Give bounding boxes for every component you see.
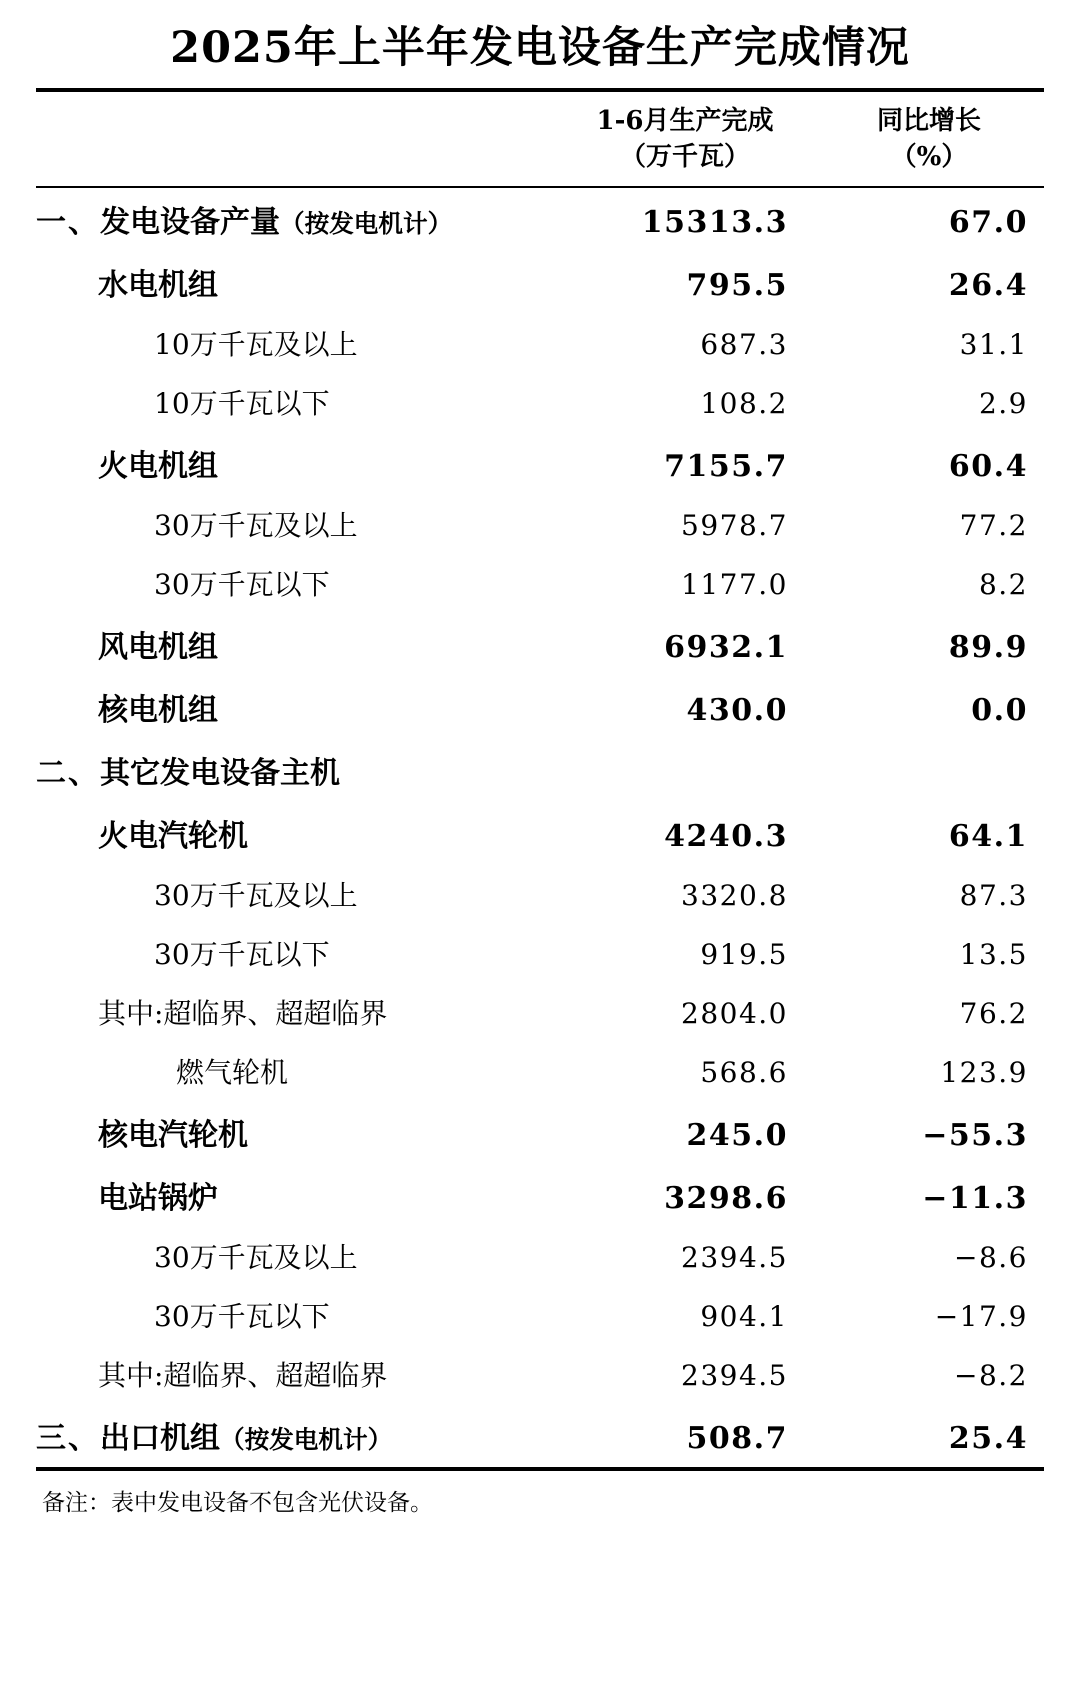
table-header xyxy=(36,92,1044,186)
table-row xyxy=(36,802,1044,865)
row-label xyxy=(36,1101,556,1164)
page-title: 2025年上半年发电设备生产完成情况 xyxy=(170,23,910,73)
header-growth-line1: 同比增长 xyxy=(876,105,981,136)
row-label-text: 30万千瓦及以上 xyxy=(154,509,358,542)
row-value xyxy=(556,739,814,802)
row-value: 1177.0 xyxy=(681,568,788,601)
row-number: 一、 xyxy=(36,205,100,240)
row-growth xyxy=(814,739,1044,802)
row-growth: −8.2 xyxy=(954,1359,1028,1392)
row-label-text: 30万千瓦及以上 xyxy=(154,1241,358,1274)
row-label xyxy=(36,554,556,613)
row-label-text: 30万千瓦以下 xyxy=(154,568,330,601)
row-growth: 31.1 xyxy=(959,328,1028,361)
row-value: 108.2 xyxy=(700,387,788,420)
header-growth-line2: （%） xyxy=(890,141,968,172)
row-value: 15313.3 xyxy=(641,205,788,240)
row-value: 3298.6 xyxy=(664,1181,788,1216)
row-label-text: 风电机组 xyxy=(98,630,218,665)
header-value-column xyxy=(556,92,814,186)
row-growth: 13.5 xyxy=(959,938,1028,971)
row-label xyxy=(36,1286,556,1345)
row-value: 687.3 xyxy=(700,328,788,361)
row-growth: −11.3 xyxy=(922,1181,1028,1216)
row-label-text: 30万千瓦及以上 xyxy=(154,879,358,912)
table-row xyxy=(36,613,1044,676)
header-value-line1: 1-6月生产完成 xyxy=(596,105,774,136)
row-number: 二、 xyxy=(36,756,100,791)
row-label xyxy=(36,1404,556,1467)
row-growth: −17.9 xyxy=(934,1300,1028,1333)
production-table-body xyxy=(36,188,1044,1467)
table-row xyxy=(36,1345,1044,1404)
row-value: 2394.5 xyxy=(681,1241,788,1274)
row-value: 2394.5 xyxy=(681,1359,788,1392)
row-label xyxy=(36,983,556,1042)
table-header-row xyxy=(36,92,1044,186)
row-growth: 25.4 xyxy=(948,1421,1028,1456)
row-value: 6932.1 xyxy=(664,630,788,665)
row-label-text: 发电设备产量 xyxy=(100,205,280,240)
row-growth: 64.1 xyxy=(948,819,1028,854)
row-label-text: 其中:超临界、超超临界 xyxy=(98,997,388,1030)
row-label xyxy=(36,924,556,983)
table-row xyxy=(36,251,1044,314)
row-growth: 0.0 xyxy=(971,693,1028,728)
row-growth: 123.9 xyxy=(940,1056,1028,1089)
row-growth: −8.6 xyxy=(954,1241,1028,1274)
row-label xyxy=(36,432,556,495)
row-label-text: 其中:超临界、超超临界 xyxy=(98,1359,388,1392)
row-value: 919.5 xyxy=(700,938,788,971)
table-row xyxy=(36,495,1044,554)
row-label-text: 其它发电设备主机 xyxy=(100,756,340,791)
table-row xyxy=(36,924,1044,983)
row-value: 245.0 xyxy=(686,1118,788,1153)
row-value: 904.1 xyxy=(700,1300,788,1333)
production-table xyxy=(36,92,1044,186)
row-label-text: 30万千瓦以下 xyxy=(154,938,330,971)
row-label xyxy=(36,613,556,676)
table-row xyxy=(36,373,1044,432)
row-label-text: 核电汽轮机 xyxy=(98,1118,248,1153)
row-growth: 89.9 xyxy=(948,630,1028,665)
row-label-text: 10万千瓦及以上 xyxy=(154,328,358,361)
row-value: 430.0 xyxy=(686,693,788,728)
row-value: 4240.3 xyxy=(664,819,788,854)
row-value: 3320.8 xyxy=(681,879,788,912)
row-label xyxy=(36,802,556,865)
row-label xyxy=(36,1042,556,1101)
row-label xyxy=(36,1164,556,1227)
row-label-text: 30万千瓦以下 xyxy=(154,1300,330,1333)
row-label xyxy=(36,188,556,251)
row-label-suffix: （按发电机计） xyxy=(280,209,453,238)
table-row xyxy=(36,1286,1044,1345)
row-label-text: 核电机组 xyxy=(98,693,218,728)
row-label xyxy=(36,865,556,924)
row-value: 508.7 xyxy=(686,1421,788,1456)
header-growth-column xyxy=(814,92,1044,186)
row-growth: 77.2 xyxy=(959,509,1028,542)
table-row xyxy=(36,983,1044,1042)
row-value: 7155.7 xyxy=(664,449,788,484)
row-label-suffix: （按发电机计） xyxy=(220,1425,393,1454)
table-row xyxy=(36,739,1044,802)
table-row xyxy=(36,1404,1044,1467)
table-row xyxy=(36,432,1044,495)
table-row xyxy=(36,554,1044,613)
row-label-text: 火电汽轮机 xyxy=(98,819,248,854)
table-row xyxy=(36,676,1044,739)
row-value: 795.5 xyxy=(686,268,788,303)
row-label xyxy=(36,1345,556,1404)
row-growth: 8.2 xyxy=(978,568,1028,601)
row-label-text: 10万千瓦以下 xyxy=(154,387,330,420)
row-label xyxy=(36,676,556,739)
row-label-text: 电站锅炉 xyxy=(98,1181,218,1216)
row-value: 568.6 xyxy=(700,1056,788,1089)
row-growth: 60.4 xyxy=(948,449,1028,484)
row-label xyxy=(36,1227,556,1286)
row-growth: 2.9 xyxy=(978,387,1028,420)
row-growth: −55.3 xyxy=(922,1118,1028,1153)
row-value: 2804.0 xyxy=(681,997,788,1030)
table-row xyxy=(36,1227,1044,1286)
row-number: 三、 xyxy=(36,1421,100,1456)
row-growth: 76.2 xyxy=(959,997,1028,1030)
row-label xyxy=(36,314,556,373)
row-label xyxy=(36,495,556,554)
header-value-line2: （万千瓦） xyxy=(619,141,750,172)
table-body xyxy=(36,188,1044,1467)
row-growth: 87.3 xyxy=(959,879,1028,912)
table-row xyxy=(36,1164,1044,1227)
row-label xyxy=(36,739,556,802)
row-value: 5978.7 xyxy=(681,509,788,542)
row-label xyxy=(36,251,556,314)
table-footnote: 备注：表中发电设备不包含光伏设备。 xyxy=(42,1489,433,1516)
row-label-text: 水电机组 xyxy=(98,268,218,303)
row-growth: 26.4 xyxy=(948,268,1028,303)
header-label-column xyxy=(36,92,556,186)
row-label-text: 出口机组 xyxy=(100,1421,220,1456)
row-label xyxy=(36,373,556,432)
row-growth: 67.0 xyxy=(948,205,1028,240)
table-row xyxy=(36,1042,1044,1101)
table-row xyxy=(36,314,1044,373)
row-label-text: 燃气轮机 xyxy=(176,1056,289,1089)
table-row xyxy=(36,865,1044,924)
row-label-text: 火电机组 xyxy=(98,449,218,484)
table-row xyxy=(36,188,1044,251)
table-row xyxy=(36,1101,1044,1164)
